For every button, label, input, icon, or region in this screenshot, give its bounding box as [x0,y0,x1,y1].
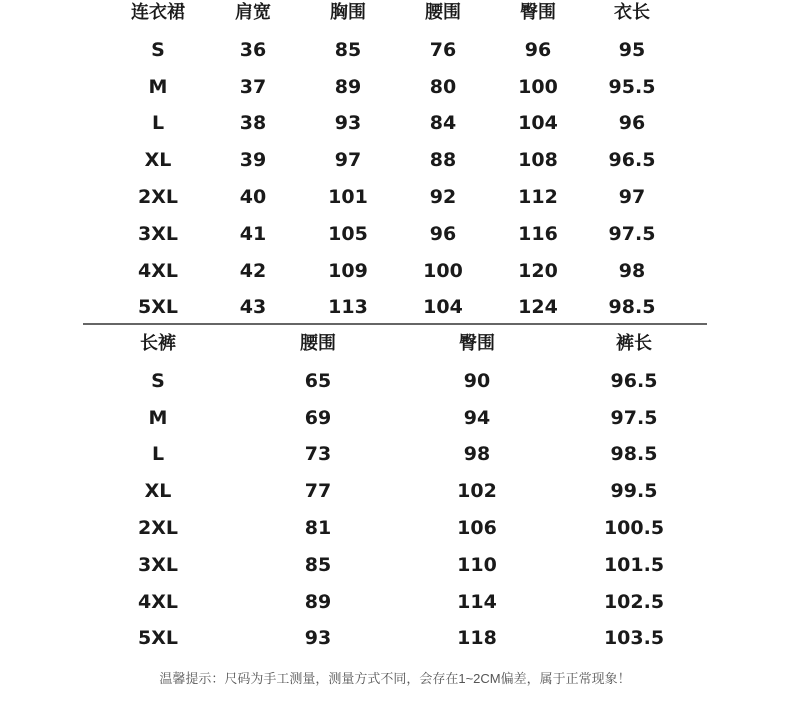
size-label: 4XL [138,259,178,282]
table-cell: 89 [304,590,332,613]
table-cell: 36 [239,38,267,61]
size-label: L [151,112,165,135]
table-cell: 98.5 [610,443,658,466]
size-label: S [151,369,165,392]
table-cell: 113 [328,296,368,319]
size-label: M [148,75,168,98]
table-cell: 112 [518,186,558,208]
table-cell: 89 [334,75,362,98]
column-header: 腰围 [300,333,336,354]
table-cell: 105 [328,222,368,245]
table-cell: 43 [239,296,267,319]
column-header: 衣长 [614,2,650,23]
size-label: 3XL [138,553,178,576]
table-cell: 88 [429,149,457,172]
table-cell: 103.5 [603,627,665,650]
table-cell: 104 [423,296,463,319]
table-cell: 73 [304,443,332,466]
table-cell: 98 [463,443,491,466]
table-cell: 37 [239,75,267,98]
table-cell: 100.5 [603,517,665,539]
column-header: 肩宽 [235,2,271,23]
table-cell: 97.5 [610,406,658,429]
size-label: M [148,406,168,429]
table-cell: 120 [518,259,558,282]
size-label: XL [144,149,172,172]
table-cell: 65 [304,369,332,392]
table-cell: 97.5 [608,222,656,245]
size-label: 2XL [138,517,178,539]
table-cell: 40 [239,186,267,208]
table-cell: 102 [457,480,497,503]
size-label: 3XL [138,222,178,245]
table-cell: 84 [429,112,457,135]
table-cell: 109 [328,259,368,282]
table-cell: 101.5 [603,553,665,576]
size-label: XL [144,480,172,503]
table-cell: 97 [334,149,362,172]
table-cell: 104 [518,112,558,135]
table-divider [83,323,707,325]
table-cell: 110 [457,553,497,576]
size-label: 5XL [138,627,178,650]
column-header: 裤长 [616,333,652,354]
table-cell: 99.5 [610,480,658,503]
measurement-note: 温馨提示：尺码为手工测量，测量方式不同，会存在1~2CM偏差，属于正常现象！ [159,671,631,686]
table-cell: 92 [429,186,457,208]
table-cell: 85 [304,553,332,576]
table-cell: 96.5 [610,369,658,392]
column-header: 臀围 [520,2,556,23]
table-cell: 77 [304,480,332,503]
table-cell: 96 [618,112,646,135]
column-header: 连衣裙 [131,2,185,23]
table-cell: 101 [328,186,368,208]
table-cell: 94 [463,406,491,429]
table-cell: 93 [334,112,362,135]
table-cell: 96 [524,38,552,61]
table-cell: 41 [239,222,267,245]
table-cell: 96 [429,222,457,245]
size-label: L [151,443,165,466]
column-header: 胸围 [330,2,366,23]
table-cell: 116 [518,222,558,245]
table-cell: 39 [239,149,267,172]
table-cell: 90 [463,369,491,392]
table-cell: 93 [304,627,332,650]
table-cell: 69 [304,406,332,429]
table-cell: 106 [457,517,497,539]
table-cell: 80 [429,75,457,98]
table-cell: 100 [423,259,463,282]
size-label: S [151,38,165,61]
table-cell: 42 [239,259,267,282]
table-cell: 97 [618,186,646,208]
table-cell: 100 [518,75,558,98]
column-header: 腰围 [425,2,461,23]
column-header: 臀围 [459,333,495,354]
table-cell: 102.5 [603,590,665,613]
table-cell: 85 [334,38,362,61]
table-cell: 95.5 [608,75,656,98]
table-cell: 81 [304,517,332,539]
column-header: 长裤 [140,333,176,354]
table-cell: 108 [518,149,558,172]
table-cell: 76 [429,38,457,61]
table-cell: 98.5 [608,296,656,319]
size-label: 2XL [138,186,178,208]
size-label: 4XL [138,590,178,613]
table-cell: 38 [239,112,267,135]
table-cell: 95 [618,38,646,61]
table-cell: 98 [618,259,646,282]
table-cell: 124 [518,296,558,319]
table-cell: 118 [457,627,497,650]
table-cell: 96.5 [608,149,656,172]
table-cell: 114 [457,590,497,613]
size-label: 5XL [138,296,178,319]
